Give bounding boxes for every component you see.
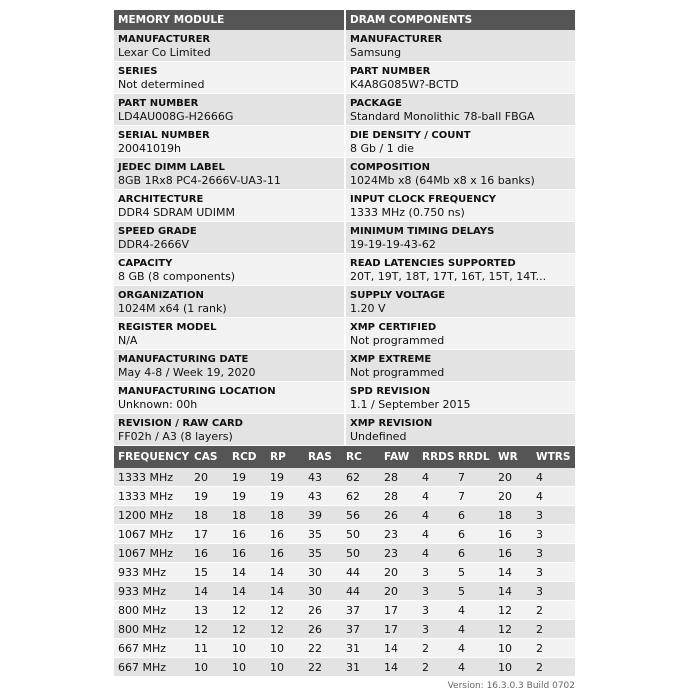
timing-row xyxy=(114,525,575,544)
timing-cell: 62 xyxy=(342,487,380,506)
timing-row xyxy=(114,601,575,620)
timing-cell: 23 xyxy=(380,544,418,563)
module-field xyxy=(114,62,344,94)
timing-cell: 17 xyxy=(380,620,418,639)
field-label: SPEED GRADE xyxy=(118,226,197,237)
timing-cell: 4 xyxy=(454,658,494,677)
spd-row xyxy=(114,382,575,414)
timing-cell: 19 xyxy=(266,468,304,487)
timing-cell: 16 xyxy=(190,544,228,563)
field-label: SERIAL NUMBER xyxy=(118,130,210,141)
field-value: DDR4 SDRAM UDIMM xyxy=(118,206,235,219)
field-label: CAPACITY xyxy=(118,258,173,269)
module-field xyxy=(114,286,344,318)
timing-cell: 18 xyxy=(494,506,532,525)
timing-cell: 17 xyxy=(380,601,418,620)
timing-cell: 12 xyxy=(266,601,304,620)
timing-cell: 26 xyxy=(304,601,342,620)
timing-cell: 12 xyxy=(266,620,304,639)
timing-cell: 37 xyxy=(342,601,380,620)
timing-cell: 3 xyxy=(532,582,575,601)
field-label: MINIMUM TIMING DELAYS xyxy=(350,226,495,237)
timing-cell: 4 xyxy=(454,639,494,658)
timing-cell: 2 xyxy=(532,639,575,658)
field-value: 1.20 V xyxy=(350,302,386,315)
spd-row xyxy=(114,350,575,382)
timing-cell: 14 xyxy=(190,582,228,601)
timing-cell: 37 xyxy=(342,620,380,639)
timing-cell: 28 xyxy=(380,468,418,487)
timing-cell: 3 xyxy=(532,563,575,582)
timing-cell: 26 xyxy=(304,620,342,639)
field-label: SUPPLY VOLTAGE xyxy=(350,290,446,301)
timing-column-header: RRDL xyxy=(454,446,494,468)
field-label: MANUFACTURER xyxy=(118,34,211,45)
timing-cell: 4 xyxy=(418,525,454,544)
timing-cell: 26 xyxy=(380,506,418,525)
module-field xyxy=(114,254,344,286)
timing-column-header: CAS xyxy=(190,446,228,468)
timing-cell: 4 xyxy=(418,544,454,563)
timing-cell: 10 xyxy=(266,658,304,677)
version-label: Version: 16.3.0.3 Build 0702 xyxy=(447,681,575,691)
field-label: SERIES xyxy=(118,66,158,77)
timing-cell: 4 xyxy=(532,468,575,487)
timing-cell: 6 xyxy=(454,525,494,544)
timing-cell: 6 xyxy=(454,544,494,563)
timing-cell: 62 xyxy=(342,468,380,487)
timing-cell: 43 xyxy=(304,487,342,506)
timing-cell: 20 xyxy=(494,468,532,487)
module-field xyxy=(114,222,344,254)
field-label: MANUFACTURING DATE xyxy=(118,354,249,365)
timing-cell: 1333 MHz xyxy=(114,487,190,506)
timing-cell: 4 xyxy=(454,601,494,620)
timing-cell: 3 xyxy=(418,582,454,601)
timing-cell: 43 xyxy=(304,468,342,487)
field-label: PART NUMBER xyxy=(350,66,431,77)
timing-cell: 14 xyxy=(266,563,304,582)
spd-row xyxy=(114,254,575,286)
timing-cell: 3 xyxy=(418,620,454,639)
timing-row xyxy=(114,487,575,506)
spd-row xyxy=(114,318,575,350)
field-label: XMP REVISION xyxy=(350,418,433,429)
field-value: 20T, 19T, 18T, 17T, 16T, 15T, 14T... xyxy=(350,270,547,283)
timing-cell: 14 xyxy=(494,563,532,582)
timing-cell: 12 xyxy=(494,601,532,620)
field-value: Standard Monolithic 78-ball FBGA xyxy=(350,110,535,123)
field-label: XMP EXTREME xyxy=(350,354,432,365)
timing-cell: 14 xyxy=(228,582,266,601)
field-value: Not determined xyxy=(118,78,205,91)
timing-cell: 12 xyxy=(228,620,266,639)
field-label: MANUFACTURER xyxy=(350,34,443,45)
timing-cell: 5 xyxy=(454,563,494,582)
timing-cell: 50 xyxy=(342,525,380,544)
timing-cell: 4 xyxy=(418,506,454,525)
timing-cell: 10 xyxy=(228,658,266,677)
field-value: 8GB 1Rx8 PC4-2666V-UA3-11 xyxy=(118,174,281,187)
field-value: FF02h / A3 (8 layers) xyxy=(118,430,233,443)
module-field xyxy=(114,318,344,350)
field-label: MANUFACTURING LOCATION xyxy=(118,386,276,397)
timing-cell: 16 xyxy=(494,544,532,563)
spd-row xyxy=(114,30,575,62)
timing-cell: 30 xyxy=(304,563,342,582)
timing-cell: 12 xyxy=(228,601,266,620)
field-label: PACKAGE xyxy=(350,98,403,109)
timing-cell: 17 xyxy=(190,525,228,544)
field-value: Samsung xyxy=(350,46,402,59)
timing-cell: 50 xyxy=(342,544,380,563)
field-value: Unknown: 00h xyxy=(118,398,198,411)
field-value: Undefined xyxy=(350,430,407,443)
timing-cell: 5 xyxy=(454,582,494,601)
field-label: REGISTER MODEL xyxy=(118,322,217,333)
timing-cell: 16 xyxy=(494,525,532,544)
timing-cell: 12 xyxy=(190,620,228,639)
timing-cell: 39 xyxy=(304,506,342,525)
field-value: 1333 MHz (0.750 ns) xyxy=(350,206,465,219)
field-label: DIE DENSITY / COUNT xyxy=(350,130,471,141)
timing-row xyxy=(114,582,575,601)
timing-cell: 20 xyxy=(380,563,418,582)
timing-cell: 44 xyxy=(342,563,380,582)
module-field xyxy=(114,94,344,126)
field-label: ORGANIZATION xyxy=(118,290,204,301)
field-value: 19-19-19-43-62 xyxy=(350,238,436,251)
timing-cell: 20 xyxy=(380,582,418,601)
timing-cell: 14 xyxy=(266,582,304,601)
timing-cell: 16 xyxy=(228,544,266,563)
timing-cell: 15 xyxy=(190,563,228,582)
timing-column-header: WTRS xyxy=(532,446,575,468)
timing-column-header: FREQUENCY xyxy=(114,446,190,468)
spd-report xyxy=(114,10,575,691)
timing-column-header: RAS xyxy=(304,446,342,468)
timing-cell: 20 xyxy=(494,487,532,506)
timing-cell: 10 xyxy=(494,639,532,658)
timing-row xyxy=(114,468,575,487)
dram-field xyxy=(346,222,575,254)
dram-field xyxy=(346,126,575,158)
timing-column-header: RC xyxy=(342,446,380,468)
timing-cell: 4 xyxy=(532,487,575,506)
module-field xyxy=(114,350,344,382)
timing-cell: 23 xyxy=(380,525,418,544)
spd-row xyxy=(114,94,575,126)
timing-cell: 18 xyxy=(190,506,228,525)
dram-field xyxy=(346,190,575,222)
spd-row xyxy=(114,62,575,94)
timing-cell: 10 xyxy=(228,639,266,658)
field-value: Lexar Co Limited xyxy=(118,46,211,59)
timing-cell: 2 xyxy=(532,601,575,620)
timing-row xyxy=(114,639,575,658)
timing-cell: 16 xyxy=(266,525,304,544)
timing-cell: 16 xyxy=(266,544,304,563)
timing-cell: 800 MHz xyxy=(114,620,190,639)
timing-cell: 1067 MHz xyxy=(114,525,190,544)
field-value: 1024Mb x8 (64Mb x8 x 16 banks) xyxy=(350,174,535,187)
timing-cell: 2 xyxy=(532,658,575,677)
timing-cell: 933 MHz xyxy=(114,582,190,601)
field-value: LD4AU008G-H2666G xyxy=(118,110,234,123)
field-label: REVISION / RAW CARD xyxy=(118,418,243,429)
section-headers xyxy=(114,10,575,30)
spd-row xyxy=(114,222,575,254)
timing-cell: 12 xyxy=(494,620,532,639)
timing-cell: 14 xyxy=(380,639,418,658)
field-label: COMPOSITION xyxy=(350,162,430,173)
timing-cell: 19 xyxy=(266,487,304,506)
dram-components-header: DRAM COMPONENTS xyxy=(346,10,575,30)
timing-cell: 933 MHz xyxy=(114,563,190,582)
dram-field xyxy=(346,158,575,190)
timing-column-header: WR xyxy=(494,446,532,468)
spd-row xyxy=(114,414,575,446)
timing-cell: 3 xyxy=(418,563,454,582)
timing-cell: 35 xyxy=(304,525,342,544)
timing-cell: 56 xyxy=(342,506,380,525)
timing-cell: 667 MHz xyxy=(114,658,190,677)
timing-cell: 19 xyxy=(228,468,266,487)
timing-cell: 19 xyxy=(190,487,228,506)
dram-field xyxy=(346,414,575,446)
timing-row xyxy=(114,620,575,639)
timing-cell: 800 MHz xyxy=(114,601,190,620)
timing-cell: 18 xyxy=(228,506,266,525)
timing-cell: 14 xyxy=(228,563,266,582)
timing-column-header: RP xyxy=(266,446,304,468)
field-value: May 4-8 / Week 19, 2020 xyxy=(118,366,256,379)
spd-row xyxy=(114,126,575,158)
timing-cell: 13 xyxy=(190,601,228,620)
timing-cell: 31 xyxy=(342,639,380,658)
timing-cell: 1200 MHz xyxy=(114,506,190,525)
memory-module-header: MEMORY MODULE xyxy=(114,10,344,30)
dram-field xyxy=(346,30,575,62)
timing-cell: 1333 MHz xyxy=(114,468,190,487)
timing-header-row xyxy=(114,446,575,468)
timing-cell: 11 xyxy=(190,639,228,658)
timing-column-header: RRDS xyxy=(418,446,454,468)
timing-body xyxy=(114,468,575,677)
field-label: INPUT CLOCK FREQUENCY xyxy=(350,194,497,205)
spd-row xyxy=(114,158,575,190)
timing-cell: 4 xyxy=(418,487,454,506)
timing-cell: 3 xyxy=(532,525,575,544)
field-label: READ LATENCIES SUPPORTED xyxy=(350,258,516,269)
field-label: PART NUMBER xyxy=(118,98,199,109)
spd-row xyxy=(114,286,575,318)
field-value: Not programmed xyxy=(350,334,445,347)
timing-cell: 20 xyxy=(190,468,228,487)
timing-cell: 667 MHz xyxy=(114,639,190,658)
module-field xyxy=(114,126,344,158)
dram-field xyxy=(346,62,575,94)
timing-row xyxy=(114,544,575,563)
dram-field xyxy=(346,94,575,126)
field-value: 1024M x64 (1 rank) xyxy=(118,302,227,315)
timing-cell: 14 xyxy=(494,582,532,601)
module-field xyxy=(114,158,344,190)
timing-column-header: RCD xyxy=(228,446,266,468)
timing-column-header: FAW xyxy=(380,446,418,468)
dram-field xyxy=(346,286,575,318)
field-value: 20041019h xyxy=(118,142,181,155)
timing-cell: 1067 MHz xyxy=(114,544,190,563)
timing-cell: 4 xyxy=(418,468,454,487)
field-value: Not programmed xyxy=(350,366,445,379)
timing-cell: 22 xyxy=(304,639,342,658)
timing-cell: 6 xyxy=(454,506,494,525)
dram-field xyxy=(346,254,575,286)
field-label: JEDEC DIMM LABEL xyxy=(118,162,225,173)
timing-row xyxy=(114,563,575,582)
module-field xyxy=(114,30,344,62)
field-value: DDR4-2666V xyxy=(118,238,190,251)
timing-cell: 18 xyxy=(266,506,304,525)
spd-row xyxy=(114,190,575,222)
module-field xyxy=(114,414,344,446)
timing-cell: 2 xyxy=(418,658,454,677)
timing-cell: 10 xyxy=(494,658,532,677)
field-label: SPD REVISION xyxy=(350,386,431,397)
timing-cell: 28 xyxy=(380,487,418,506)
module-field xyxy=(114,382,344,414)
timing-cell: 3 xyxy=(532,544,575,563)
timing-row xyxy=(114,658,575,677)
timing-cell: 2 xyxy=(532,620,575,639)
timing-cell: 14 xyxy=(380,658,418,677)
field-value: 8 Gb / 1 die xyxy=(350,142,415,155)
timing-cell: 31 xyxy=(342,658,380,677)
timing-table xyxy=(114,446,575,677)
field-value: 1.1 / September 2015 xyxy=(350,398,471,411)
timing-cell: 7 xyxy=(454,487,494,506)
timing-cell: 44 xyxy=(342,582,380,601)
dram-field xyxy=(346,382,575,414)
timing-cell: 30 xyxy=(304,582,342,601)
timing-cell: 22 xyxy=(304,658,342,677)
timing-row xyxy=(114,506,575,525)
field-value: 8 GB (8 components) xyxy=(118,270,236,283)
timing-cell: 2 xyxy=(418,639,454,658)
timing-cell: 3 xyxy=(418,601,454,620)
timing-cell: 4 xyxy=(454,620,494,639)
field-value: K4A8G085W?-BCTD xyxy=(350,78,459,91)
timing-cell: 19 xyxy=(228,487,266,506)
timing-cell: 16 xyxy=(228,525,266,544)
module-field xyxy=(114,190,344,222)
timing-cell: 10 xyxy=(266,639,304,658)
timing-cell: 10 xyxy=(190,658,228,677)
spd-info-grid xyxy=(114,30,575,446)
timing-cell: 3 xyxy=(532,506,575,525)
field-label: ARCHITECTURE xyxy=(118,194,204,205)
field-label: XMP CERTIFIED xyxy=(350,322,437,333)
dram-field xyxy=(346,350,575,382)
dram-field xyxy=(346,318,575,350)
timing-cell: 35 xyxy=(304,544,342,563)
field-value: N/A xyxy=(118,334,138,347)
timing-cell: 7 xyxy=(454,468,494,487)
